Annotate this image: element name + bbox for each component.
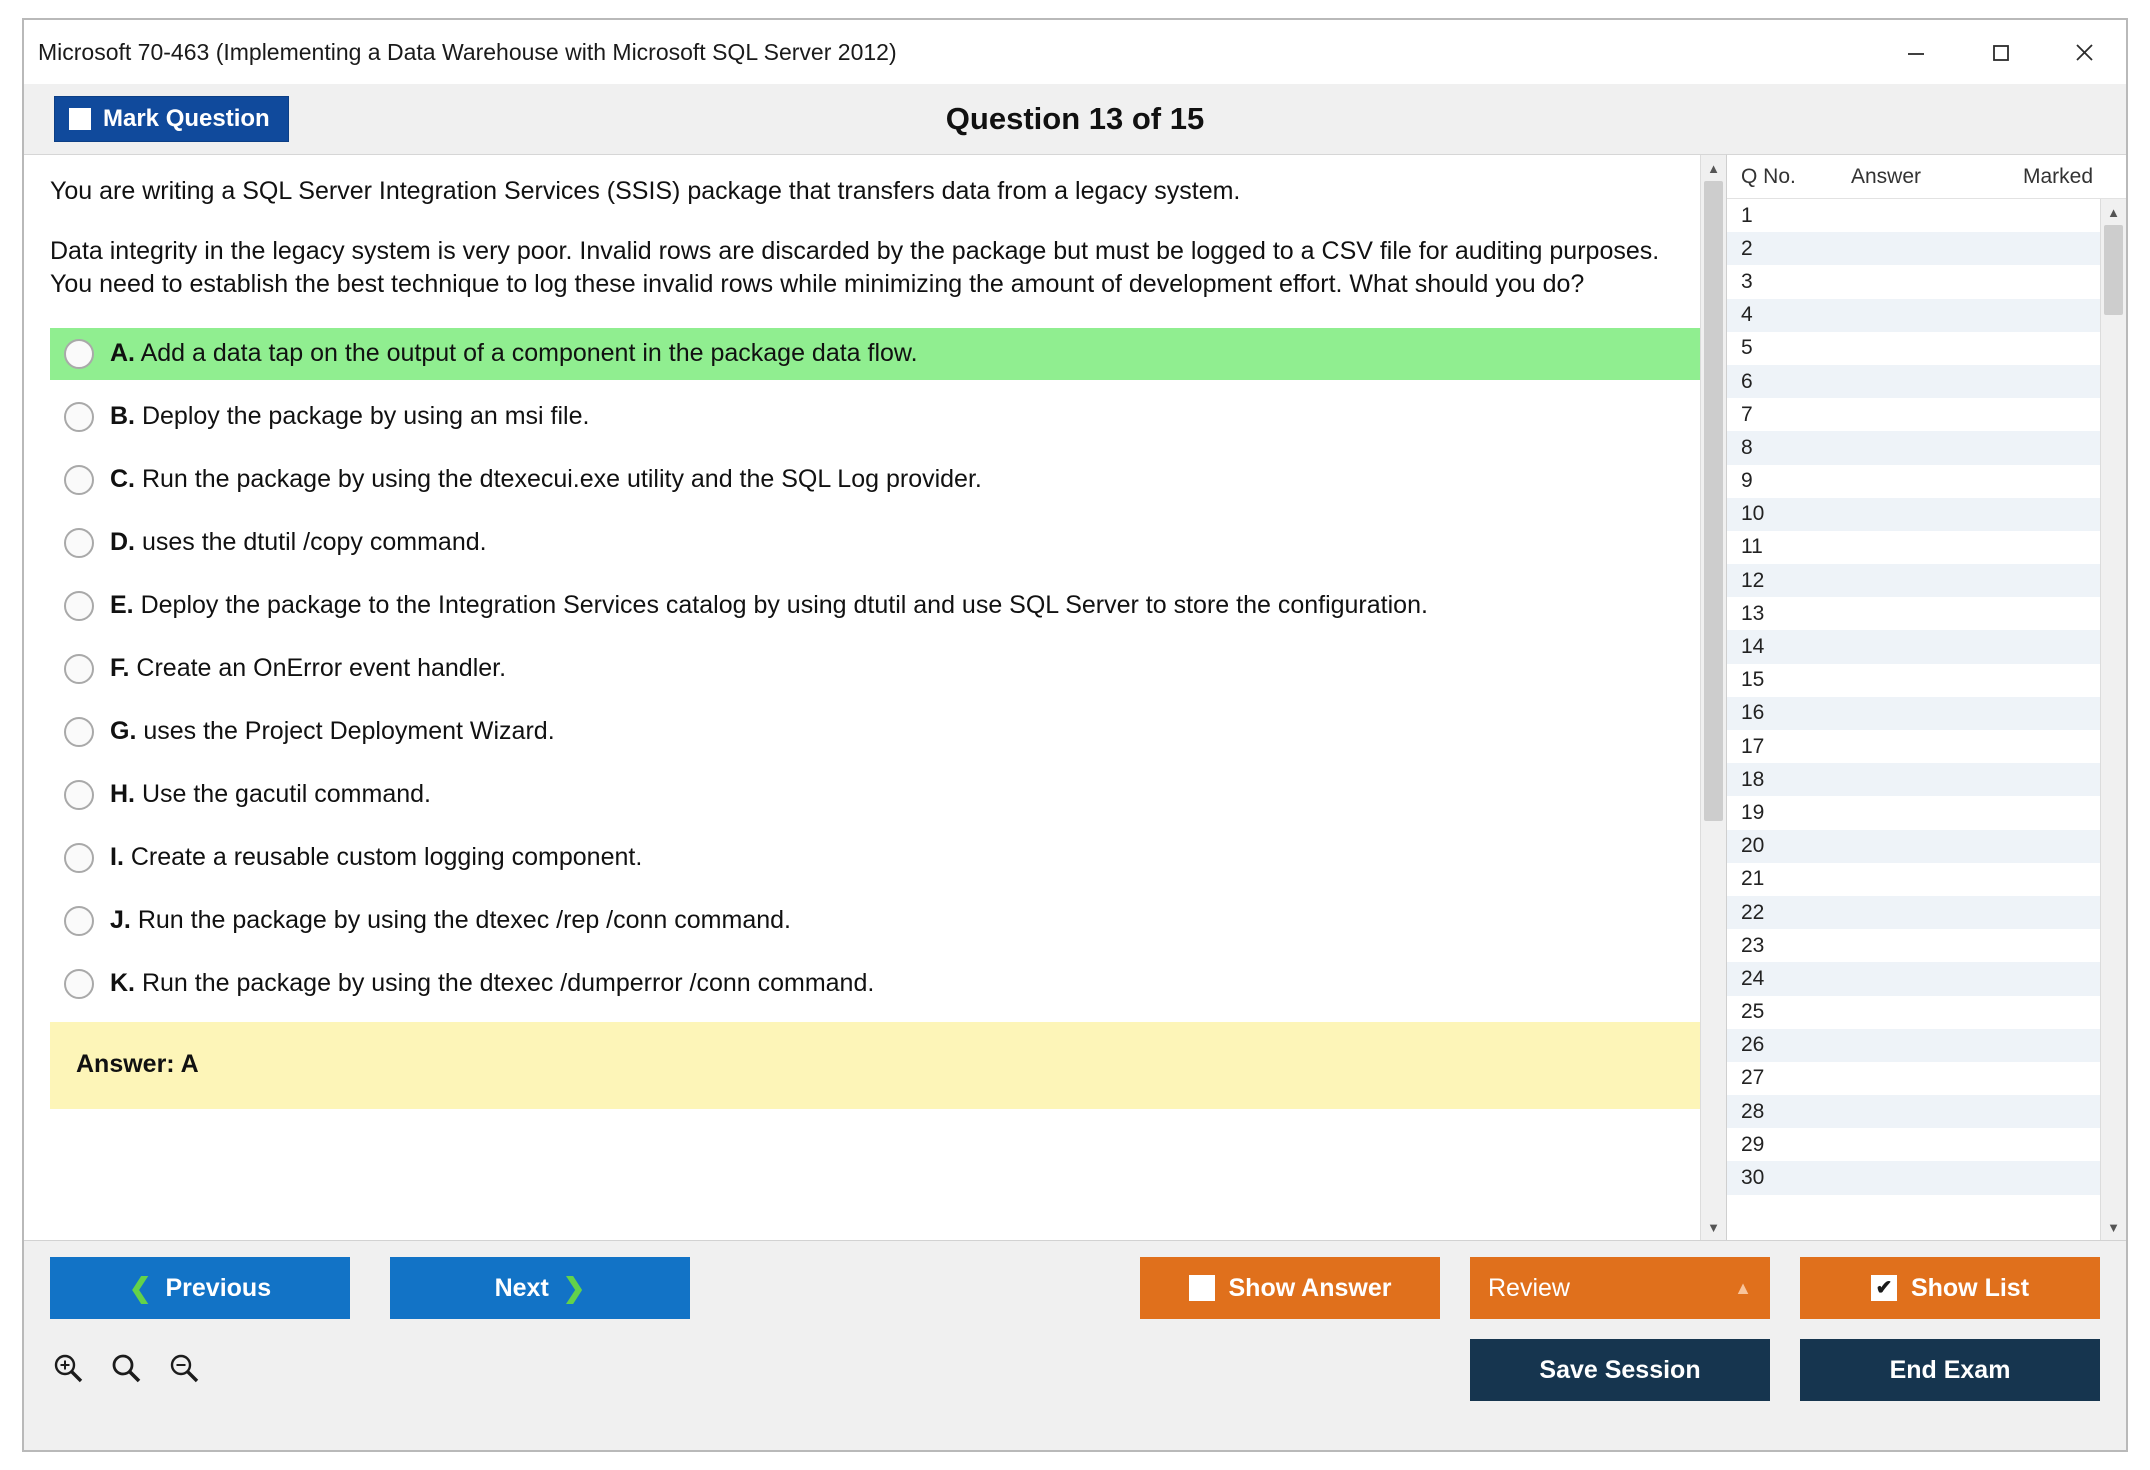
save-session-label: Save Session <box>1539 1355 1701 1384</box>
list-item-number: 19 <box>1741 800 1765 824</box>
radio-icon[interactable] <box>64 339 94 369</box>
radio-icon[interactable] <box>64 402 94 432</box>
list-item[interactable] <box>1727 299 2100 332</box>
list-item-number: 3 <box>1741 269 1753 293</box>
option-a[interactable] <box>50 328 1700 380</box>
chevron-up-icon: ▲ <box>1734 1277 1752 1298</box>
option-f-text <box>110 653 506 684</box>
list-item-number: 28 <box>1741 1099 1765 1123</box>
list-item-number: 22 <box>1741 900 1765 924</box>
option-b[interactable] <box>50 391 1700 443</box>
end-exam-label: End Exam <box>1889 1355 2011 1384</box>
list-item-number: 18 <box>1741 767 1765 791</box>
show-answer-button[interactable] <box>1140 1257 1440 1319</box>
list-item[interactable] <box>1727 830 2100 863</box>
list-item[interactable] <box>1727 365 2100 398</box>
list-item[interactable] <box>1727 796 2100 829</box>
scroll-up-icon[interactable]: ▲ <box>2107 204 2120 220</box>
radio-icon[interactable] <box>64 717 94 747</box>
radio-icon[interactable] <box>64 591 94 621</box>
option-k[interactable] <box>50 958 1700 1010</box>
option-g-body: uses the Project Deployment Wizard. <box>143 716 555 745</box>
list-item[interactable] <box>1727 232 2100 265</box>
option-d-text <box>110 527 487 558</box>
list-item[interactable] <box>1727 332 2100 365</box>
question-list-scrollbar[interactable] <box>2100 199 2126 1240</box>
previous-button-label: Previous <box>165 1273 272 1302</box>
list-item[interactable] <box>1727 630 2100 663</box>
scroll-thumb[interactable] <box>2104 225 2123 315</box>
option-k-text <box>110 968 874 999</box>
answer-options <box>50 328 1700 1010</box>
show-answer-label: Show Answer <box>1228 1273 1392 1302</box>
list-item[interactable] <box>1727 730 2100 763</box>
list-item-number: 17 <box>1741 734 1765 758</box>
question-list-body <box>1727 199 2126 1240</box>
show-answer-checkbox[interactable] <box>1189 1275 1215 1301</box>
chevron-left-icon: ❮ <box>128 1272 152 1303</box>
question-list-rows[interactable] <box>1727 199 2100 1240</box>
list-item[interactable] <box>1727 664 2100 697</box>
radio-icon[interactable] <box>64 465 94 495</box>
list-item-number: 9 <box>1741 469 1753 493</box>
option-e-body: Deploy the package to the Integration Services catalog by using dtutil and use SQL Server to store the configuration. <box>140 590 1428 619</box>
option-h-text <box>110 779 431 810</box>
list-item-number: 15 <box>1741 668 1765 692</box>
maximize-icon[interactable] <box>1958 20 2042 84</box>
exam-header <box>24 84 2126 154</box>
list-item-number: 6 <box>1741 369 1753 393</box>
option-b-letter: B. <box>110 401 135 430</box>
option-j-text <box>110 905 791 936</box>
option-i[interactable] <box>50 832 1700 884</box>
footer-row-secondary <box>50 1339 2100 1401</box>
title-bar <box>24 20 2126 84</box>
option-c[interactable] <box>50 454 1700 506</box>
review-label: Review <box>1488 1273 1570 1302</box>
question-paragraph-1: You are writing a SQL Server Integration Services (SSIS) package that transfers data from a legacy system. <box>50 177 1241 205</box>
show-list-checkbox[interactable]: ✔ <box>1871 1275 1897 1301</box>
list-item[interactable] <box>1727 763 2100 796</box>
list-item-number: 23 <box>1741 933 1765 957</box>
question-content <box>24 155 1726 1240</box>
zoom-icon[interactable] <box>108 1350 144 1391</box>
option-e-letter: E. <box>110 590 134 619</box>
option-d-letter: D. <box>110 527 135 556</box>
list-item[interactable] <box>1727 1095 2100 1128</box>
save-session-button[interactable] <box>1470 1339 1770 1401</box>
radio-icon[interactable] <box>64 528 94 558</box>
option-g[interactable] <box>50 706 1700 758</box>
list-item[interactable] <box>1727 929 2100 962</box>
list-item[interactable] <box>1727 996 2100 1029</box>
option-a-body: Add a data tap on the output of a component in the package data flow. <box>140 338 918 367</box>
list-item[interactable] <box>1727 465 2100 498</box>
next-button[interactable] <box>390 1257 690 1319</box>
minimize-icon[interactable] <box>1874 20 1958 84</box>
question-list-pane <box>1726 154 2126 1240</box>
end-exam-button[interactable] <box>1800 1339 2100 1401</box>
option-g-letter: G. <box>110 716 137 745</box>
mark-question-checkbox[interactable] <box>69 108 91 130</box>
list-item-number: 29 <box>1741 1132 1765 1156</box>
question-counter: Question 13 of 15 <box>945 101 1205 136</box>
list-item-number: 2 <box>1741 236 1753 260</box>
option-i-letter: I. <box>110 842 124 871</box>
list-item-number: 4 <box>1741 303 1753 327</box>
list-item-number: 24 <box>1741 966 1765 990</box>
zoom-controls <box>50 1350 202 1391</box>
list-item-number: 10 <box>1741 502 1765 526</box>
zoom-in-icon[interactable] <box>50 1350 86 1391</box>
option-d[interactable] <box>50 517 1700 569</box>
option-f-body: Create an OnError event handler. <box>136 653 507 682</box>
list-item[interactable] <box>1727 1062 2100 1095</box>
list-item[interactable] <box>1727 431 2100 464</box>
option-j-body: Run the package by using the dtexec /rep /conn command. <box>137 905 791 934</box>
option-k-body: Run the package by using the dtexec /dumperror /conn command. <box>141 968 875 997</box>
question-scrollbar[interactable] <box>1700 155 1726 1240</box>
mark-question-label: Mark Question <box>103 105 270 132</box>
option-j[interactable] <box>50 895 1700 947</box>
zoom-out-icon[interactable] <box>166 1350 202 1391</box>
option-e-text <box>110 590 1428 621</box>
list-item-number: 20 <box>1741 834 1765 858</box>
option-k-letter: K. <box>110 968 135 997</box>
list-item-number: 26 <box>1741 1033 1765 1057</box>
list-item-number: 16 <box>1741 701 1765 725</box>
list-item-number: 14 <box>1741 635 1765 659</box>
list-item-number: 25 <box>1741 1000 1765 1024</box>
list-item-number: 8 <box>1741 435 1753 459</box>
list-item[interactable] <box>1727 962 2100 995</box>
list-item-number: 5 <box>1741 336 1753 360</box>
scroll-down-icon[interactable]: ▼ <box>2107 1219 2120 1235</box>
list-item[interactable] <box>1727 1029 2100 1062</box>
option-d-body: uses the dtutil /copy command. <box>141 527 487 556</box>
list-item[interactable] <box>1727 697 2100 730</box>
radio-icon[interactable] <box>64 654 94 684</box>
question-list-header <box>1727 155 2126 199</box>
next-button-label: Next <box>494 1273 549 1302</box>
chevron-right-icon: ❯ <box>562 1272 586 1303</box>
show-list-button[interactable] <box>1800 1257 2100 1319</box>
option-i-text <box>110 842 642 873</box>
list-item[interactable] <box>1727 531 2100 564</box>
list-item[interactable] <box>1727 265 2100 298</box>
option-b-body: Deploy the package by using an msi file. <box>141 401 590 430</box>
review-dropdown[interactable] <box>1470 1257 1770 1319</box>
column-header-answer: Answer <box>1851 164 1922 188</box>
scroll-track[interactable] <box>2101 225 2126 1214</box>
exam-window <box>22 18 2128 1452</box>
footer-row-primary <box>50 1257 2100 1319</box>
option-a-letter: A. <box>110 338 135 367</box>
exam-body <box>24 154 2126 1240</box>
column-header-marked: Marked <box>2022 164 2094 188</box>
list-item-number: 27 <box>1741 1066 1765 1090</box>
list-item-number: 12 <box>1741 568 1765 592</box>
scroll-track[interactable] <box>1701 181 1726 1214</box>
list-item-number: 7 <box>1741 402 1753 426</box>
option-f-letter: F. <box>110 653 130 682</box>
list-item[interactable] <box>1727 1128 2100 1161</box>
radio-icon[interactable] <box>64 969 94 999</box>
list-item-number: 1 <box>1741 203 1753 227</box>
option-h[interactable] <box>50 769 1700 821</box>
radio-icon[interactable] <box>64 780 94 810</box>
list-item[interactable] <box>1727 564 2100 597</box>
previous-button[interactable] <box>50 1257 350 1319</box>
option-a-text <box>110 338 918 369</box>
answer-banner: Answer: A <box>50 1022 1700 1109</box>
radio-icon[interactable] <box>64 906 94 936</box>
radio-icon[interactable] <box>64 843 94 873</box>
option-j-letter: J. <box>110 905 131 934</box>
show-list-label: Show List <box>1910 1273 2030 1302</box>
list-item[interactable] <box>1727 498 2100 531</box>
list-item-number: 11 <box>1741 535 1763 559</box>
question-pane <box>24 154 1726 1240</box>
column-header-number: Q No. <box>1741 164 1796 188</box>
mark-question-button[interactable] <box>54 96 289 142</box>
question-stem <box>50 175 1700 302</box>
list-item[interactable] <box>1727 863 2100 896</box>
list-item-number: 30 <box>1741 1166 1765 1190</box>
question-paragraph-2: Data integrity in the legacy system is very poor. Invalid rows are discarded by the package but must be logged to a CSV file for auditing purposes. You need to establish the best technique to log these invalid rows while minimizing the amount of development effort. What should you do? <box>50 236 1660 298</box>
list-item-number: 21 <box>1741 867 1765 891</box>
option-c-text <box>110 464 982 495</box>
scroll-down-icon[interactable]: ▼ <box>1707 1219 1720 1235</box>
scroll-up-icon[interactable]: ▲ <box>1707 160 1720 176</box>
window-title: Microsoft 70-463 (Implementing a Data Warehouse with Microsoft SQL Server 2012) <box>38 38 897 65</box>
option-e[interactable] <box>50 580 1700 632</box>
option-f[interactable] <box>50 643 1700 695</box>
option-h-letter: H. <box>110 779 135 808</box>
list-item[interactable] <box>1727 597 2100 630</box>
close-icon[interactable] <box>2042 20 2126 84</box>
option-i-body: Create a reusable custom logging component. <box>130 842 643 871</box>
list-item[interactable] <box>1727 398 2100 431</box>
list-item[interactable] <box>1727 896 2100 929</box>
window-controls <box>1874 20 2126 84</box>
scroll-thumb[interactable] <box>1704 181 1723 821</box>
option-g-text <box>110 716 555 747</box>
option-b-text <box>110 401 589 432</box>
footer-toolbar <box>24 1240 2126 1450</box>
list-item-number: 13 <box>1741 601 1765 625</box>
option-c-body: Run the package by using the dtexecui.exe utility and the SQL Log provider. <box>141 464 982 493</box>
list-item[interactable] <box>1727 1161 2100 1194</box>
list-item[interactable] <box>1727 199 2100 232</box>
option-c-letter: C. <box>110 464 135 493</box>
option-h-body: Use the gacutil command. <box>141 779 431 808</box>
